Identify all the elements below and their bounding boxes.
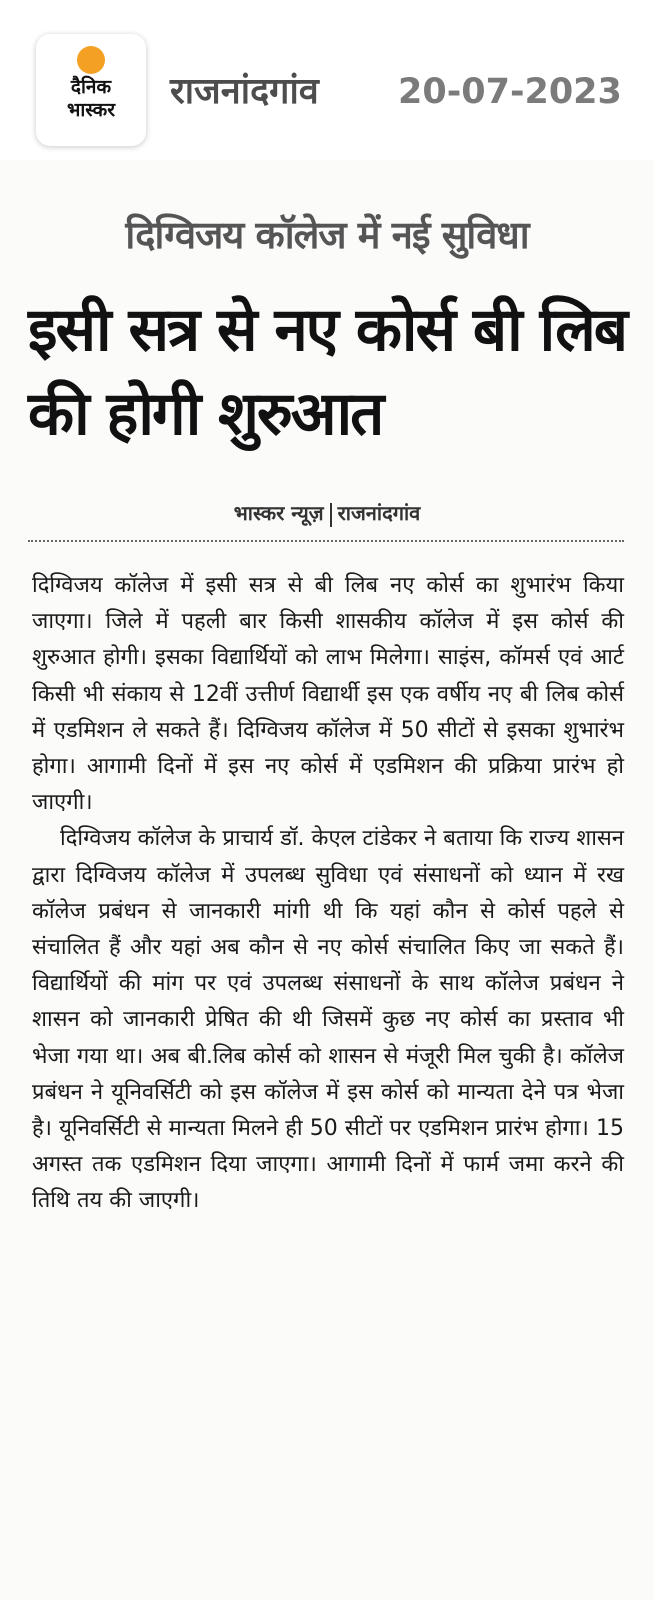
article-kicker: दिग्विजय कॉलेज में नई सुविधा <box>125 213 529 257</box>
article-body <box>32 568 624 1220</box>
byline-city: राजनांदगांव <box>337 501 421 525</box>
dotted-divider <box>28 540 624 542</box>
sun-dot-icon <box>77 46 105 74</box>
logo-line-2: भास्कर <box>66 99 116 121</box>
edition-city: राजनांदगांव <box>170 71 319 112</box>
edition-date: 20-07-2023 <box>398 72 622 112</box>
byline-divider <box>330 503 332 527</box>
article-paragraph-2: दिग्विजय कॉलेज के प्राचार्य डॉ. केएल टांडेकर ने बताया कि राज्य शासन द्वारा दिग्विजय कॉलेज में उपलब्ध सुविधा एवं संसाधनों को ध्यान में रख कॉलेज प्रबंधन से जानकारी मांगी थी कि यहां कौन से कोर्स पहले से संचालित हैं और यहां अब कौन से नए कोर्स संचालित किए जा सकते हैं। विद्यार्थियों की मांग पर एवं उपलब्ध संसाधनों के साथ कॉलेज प्रबंधन ने शासन को जानकारी प्रेषित की थी जिसमें कुछ नए कोर्स का प्रस्ताव भी भेजा गया था। अब बी.लिब कोर्स को शासन से मंजूरी मिल चुकी है। कॉलेज प्रबंधन ने यूनिवर्सिटी को इस कॉलेज में इस कोर्स को मान्यता देने पत्र भेजा है। यूनिवर्सिटी से मान्यता मिलने ही 50 सीटों पर एडमिशन प्रारंभ होगा। 15 अगस्त तक एडमिशन दिया जाएगा। आगामी दिनों में फार्म जमा करने की तिथि तय की जाएगी। <box>32 826 624 1214</box>
article-byline <box>0 498 654 528</box>
dainik-bhaskar-logo[interactable] <box>36 34 146 146</box>
logo-wordmark <box>67 76 115 122</box>
article-headline: इसी सत्र से नए कोर्स बी लिब की होगी शुरुआत <box>28 295 627 449</box>
byline-source: भास्कर न्यूज़ <box>233 501 324 525</box>
logo-line-1: दैनिक <box>70 76 112 98</box>
newspaper-header <box>0 0 654 160</box>
article-paragraph-1: दिग्विजय कॉलेज में इसी सत्र से बी लिब नए कोर्स का शुभारंभ किया जाएगा। जिले में पहली बार किसी शासकीय कॉलेज में इस कोर्स की शुरुआत होगी। इसका विद्यार्थियों को लाभ मिलेगा। साइंस, कॉमर्स एवं आर्ट किसी भी संकाय से 12वीं उत्तीर्ण विद्यार्थी इस एक वर्षीय नए बी लिब कोर्स में एडमिशन ले सकते हैं। दिग्विजय कॉलेज में 50 सीटों से इसका शुभारंभ होगा। आगामी दिनों में इस नए कोर्स में एडमिशन की प्रक्रिया प्रारंभ हो जाएगी। <box>32 573 624 816</box>
